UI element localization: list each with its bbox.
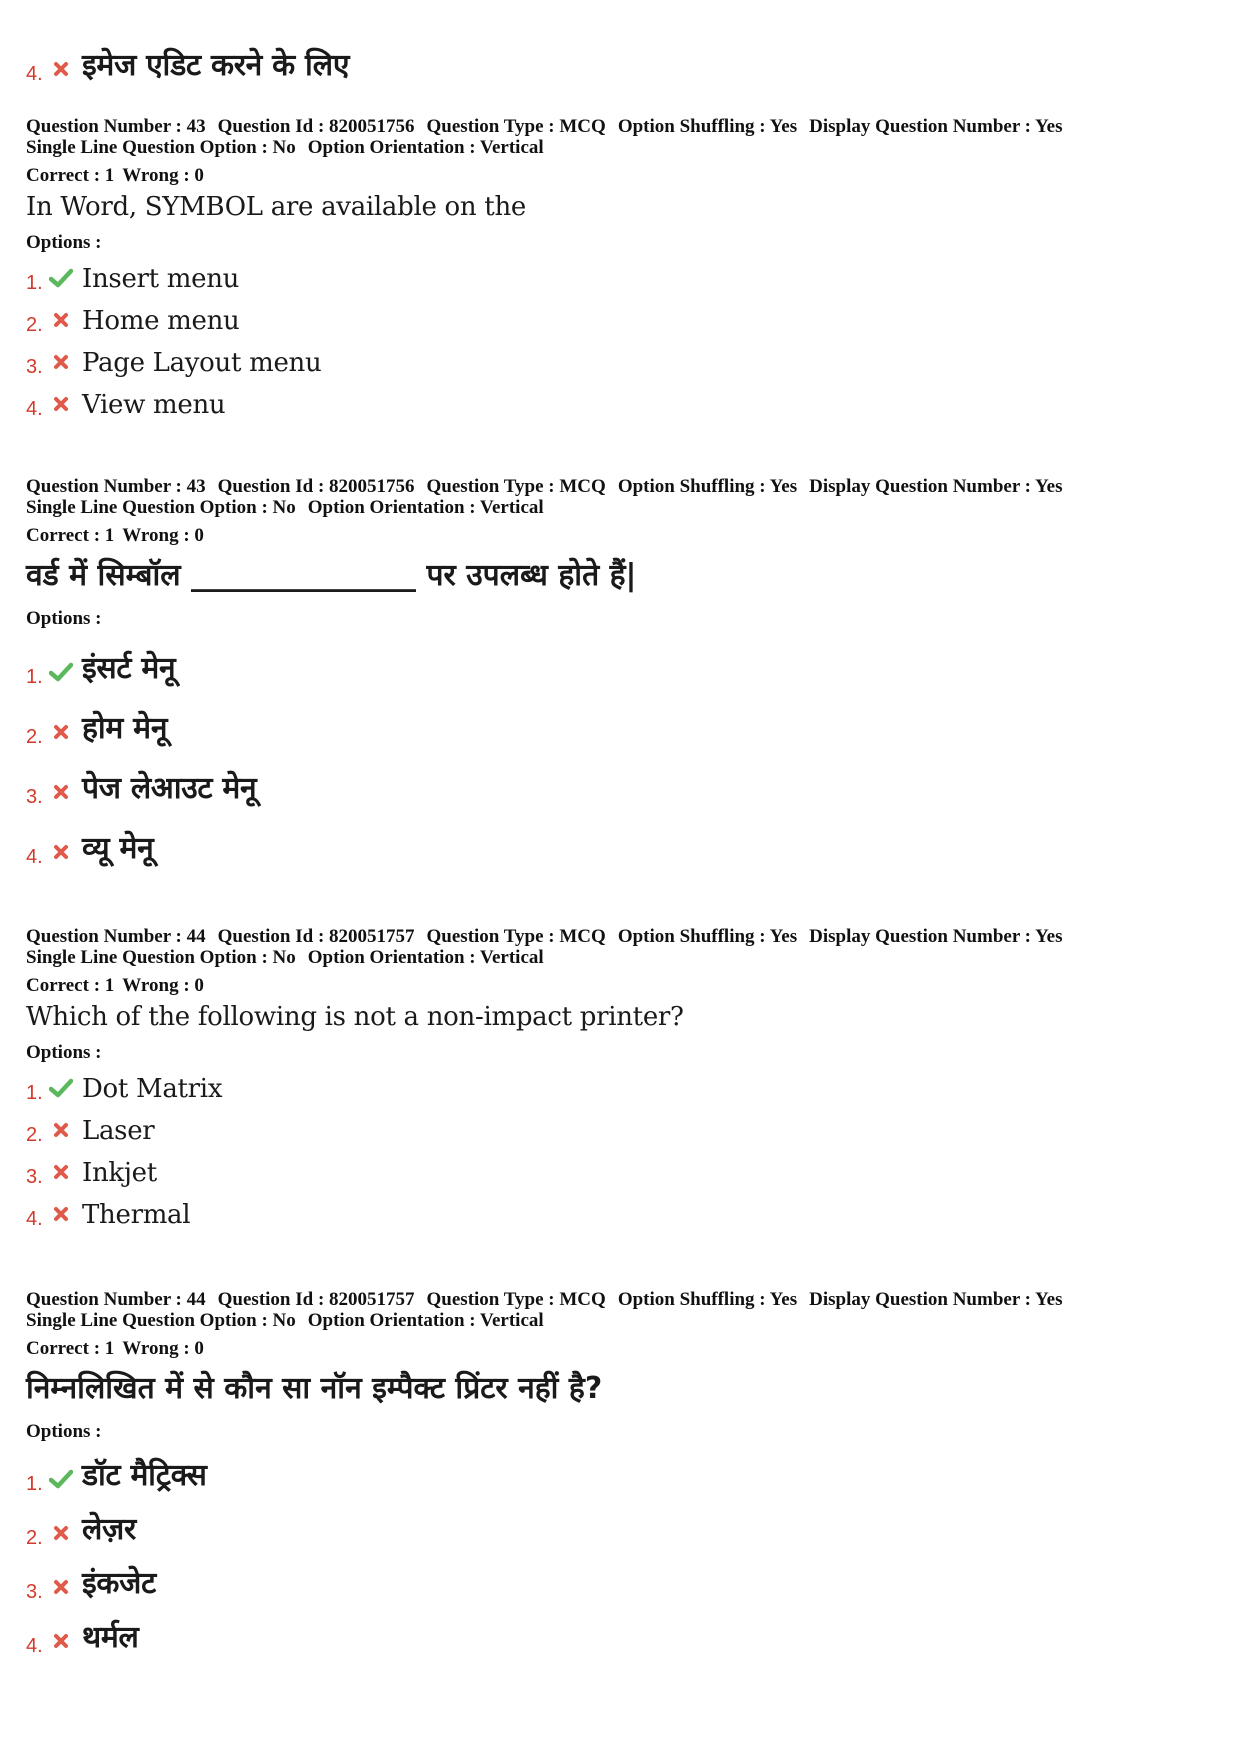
correct-marks: Correct : 1 (26, 1338, 115, 1359)
question-block-44-en (26, 926, 1220, 1231)
option-text: इंकजेट (82, 1566, 156, 1601)
option-number: 1. (26, 1082, 43, 1104)
cross-icon (48, 1117, 74, 1143)
option-number: 4. (26, 63, 43, 85)
option-text: View menu (82, 390, 226, 420)
option-row (26, 1550, 1220, 1604)
question-type: Question Type : MCQ (426, 116, 606, 137)
option-text: होम मेनू (82, 711, 168, 746)
question-number: Question Number : 43 (26, 116, 206, 137)
cross-icon (48, 349, 74, 375)
question-number: Question Number : 44 (26, 1289, 206, 1310)
options-list (26, 1442, 1220, 1658)
question-id: Question Id : 820051756 (217, 476, 415, 497)
option-number: 3. (26, 1166, 43, 1188)
option-number: 4. (26, 398, 43, 420)
option-number: 3. (26, 786, 43, 808)
question-meta-line1 (26, 116, 1220, 137)
option-row (26, 1442, 1220, 1496)
cross-icon (48, 779, 74, 805)
cross-icon (48, 719, 74, 745)
option-text: Page Layout menu (82, 348, 322, 378)
option-number: 1. (26, 272, 43, 294)
cross-icon (48, 1574, 74, 1600)
option-row (26, 295, 1220, 337)
option-row (26, 253, 1220, 295)
question-block-43-en (26, 116, 1220, 421)
option-number: 2. (26, 726, 43, 748)
cross-icon (48, 1201, 74, 1227)
option-text: डॉट मैट्रिक्स (82, 1458, 207, 1493)
display-question-number: Display Question Number : Yes (809, 1289, 1063, 1310)
option-row (26, 1063, 1220, 1105)
correct-marks: Correct : 1 (26, 165, 115, 186)
option-number: 4. (26, 1208, 43, 1230)
correct-marks: Correct : 1 (26, 525, 115, 546)
option-number: 2. (26, 1124, 43, 1146)
option-shuffling: Option Shuffling : Yes (617, 926, 798, 947)
option-text: इंसर्ट मेनू (82, 651, 176, 686)
option-text: Inkjet (82, 1158, 157, 1188)
option-row (26, 1189, 1220, 1231)
wrong-marks: Wrong : 0 (122, 165, 204, 186)
question-text: वर्ड में सिम्बॉल _______________ पर उपलब्ध होते हैं| (26, 558, 637, 593)
option-text: पेज लेआउट मेनू (82, 771, 257, 806)
check-icon (48, 1075, 74, 1101)
question-meta-line2 (26, 497, 1220, 518)
option-row (26, 1604, 1220, 1658)
wrong-marks: Wrong : 0 (122, 525, 204, 546)
option-row (26, 809, 1220, 869)
display-question-number: Display Question Number : Yes (809, 926, 1063, 947)
cross-icon (48, 1520, 74, 1546)
options-label: Options : (26, 232, 102, 253)
option-number: 3. (26, 1581, 43, 1603)
option-orientation: Option Orientation : Vertical (307, 497, 544, 518)
check-icon (48, 659, 74, 685)
question-text: Which of the following is not a non-impact printer? (26, 1002, 684, 1032)
cross-icon (48, 56, 74, 82)
question-meta-line1 (26, 1289, 1220, 1310)
question-id: Question Id : 820051757 (217, 926, 415, 947)
single-line-option: Single Line Question Option : No (26, 1310, 296, 1331)
option-text: Dot Matrix (82, 1074, 223, 1104)
question-meta-line2 (26, 1310, 1220, 1331)
options-list (26, 1063, 1220, 1231)
cross-icon (48, 1628, 74, 1654)
option-orientation: Option Orientation : Vertical (307, 137, 544, 158)
options-list (26, 629, 1220, 869)
option-number: 3. (26, 356, 43, 378)
option-number: 4. (26, 1635, 43, 1657)
option-number: 1. (26, 666, 43, 688)
marks-line (26, 165, 1220, 186)
option-text: Home menu (82, 306, 240, 336)
option-text: थर्मल (82, 1620, 139, 1655)
option-text: लेज़र (82, 1512, 136, 1547)
wrong-marks: Wrong : 0 (122, 975, 204, 996)
cross-icon (48, 307, 74, 333)
options-label: Options : (26, 1421, 102, 1442)
correct-marks: Correct : 1 (26, 975, 115, 996)
question-id: Question Id : 820051757 (217, 1289, 415, 1310)
option-shuffling: Option Shuffling : Yes (617, 116, 798, 137)
option-number: 4. (26, 846, 43, 868)
option-row (26, 337, 1220, 379)
display-question-number: Display Question Number : Yes (809, 116, 1063, 137)
cross-icon (48, 839, 74, 865)
options-label: Options : (26, 1042, 102, 1063)
question-number: Question Number : 43 (26, 476, 206, 497)
option-row (26, 1105, 1220, 1147)
option-row (26, 26, 1220, 86)
option-shuffling: Option Shuffling : Yes (617, 476, 798, 497)
single-line-option: Single Line Question Option : No (26, 947, 296, 968)
option-row (26, 1147, 1220, 1189)
option-text: Thermal (82, 1200, 191, 1230)
single-line-option: Single Line Question Option : No (26, 497, 296, 518)
marks-line (26, 1338, 1220, 1359)
option-number: 1. (26, 1473, 43, 1495)
question-block-43-hi (26, 476, 1220, 869)
option-row (26, 1496, 1220, 1550)
option-number: 2. (26, 1527, 43, 1549)
question-type: Question Type : MCQ (426, 476, 606, 497)
option-text: Insert menu (82, 264, 240, 294)
question-text: In Word, SYMBOL are available on the (26, 192, 526, 222)
wrong-marks: Wrong : 0 (122, 1338, 204, 1359)
check-icon (48, 1466, 74, 1492)
option-shuffling: Option Shuffling : Yes (617, 1289, 798, 1310)
question-type: Question Type : MCQ (426, 1289, 606, 1310)
question-meta-line2 (26, 137, 1220, 158)
options-label: Options : (26, 608, 102, 629)
single-line-option: Single Line Question Option : No (26, 137, 296, 158)
option-orientation: Option Orientation : Vertical (307, 1310, 544, 1331)
option-row (26, 379, 1220, 421)
question-number: Question Number : 44 (26, 926, 206, 947)
question-meta-line1 (26, 926, 1220, 947)
question-meta-line2 (26, 947, 1220, 968)
question-meta-line1 (26, 476, 1220, 497)
check-icon (48, 265, 74, 291)
option-row (26, 629, 1220, 689)
option-number: 2. (26, 314, 43, 336)
cross-icon (48, 391, 74, 417)
question-text: निम्नलिखित में से कौन सा नॉन इम्पैक्ट प्रिंटर नहीं है? (26, 1371, 603, 1406)
option-row (26, 749, 1220, 809)
option-row (26, 689, 1220, 749)
question-block-44-hi (26, 1289, 1220, 1658)
question-type: Question Type : MCQ (426, 926, 606, 947)
marks-line (26, 525, 1220, 546)
marks-line (26, 975, 1220, 996)
display-question-number: Display Question Number : Yes (809, 476, 1063, 497)
question-id: Question Id : 820051756 (217, 116, 415, 137)
option-orientation: Option Orientation : Vertical (307, 947, 544, 968)
option-text: व्यू मेनू (82, 831, 154, 866)
cross-icon (48, 1159, 74, 1185)
option-text: इमेज एडिट करने के लिए (82, 48, 350, 83)
previous-question-tail (26, 26, 1220, 86)
option-text: Laser (82, 1116, 155, 1146)
options-list (26, 253, 1220, 421)
